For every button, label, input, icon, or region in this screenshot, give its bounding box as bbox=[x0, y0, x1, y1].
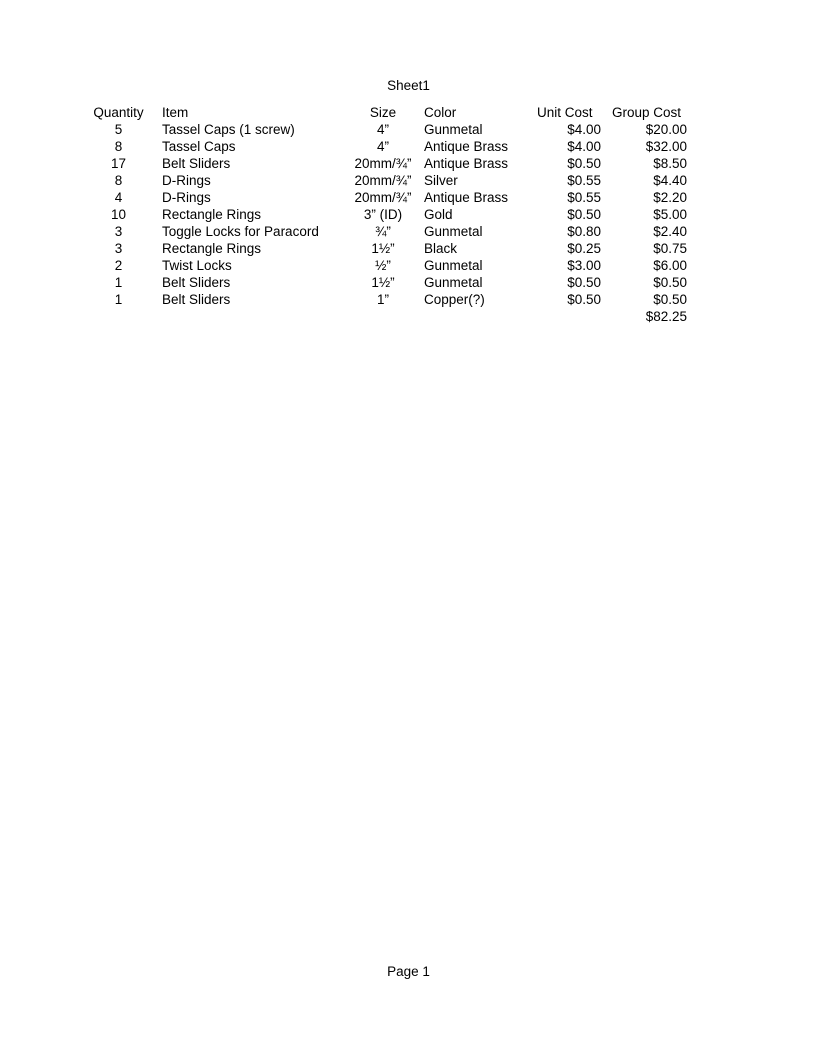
unit-cost-cell: $3.00 bbox=[567, 258, 601, 273]
color-cell: Antique Brass bbox=[424, 139, 509, 154]
item-cell: Tassel Caps (1 screw) bbox=[162, 122, 295, 137]
quantity-cell: 2 bbox=[114, 258, 123, 273]
header-item: Item bbox=[162, 105, 189, 120]
table-row bbox=[89, 240, 687, 257]
table-row bbox=[89, 274, 687, 291]
quantity-cell: 17 bbox=[110, 156, 127, 171]
empty-cell bbox=[148, 308, 346, 325]
group-cost-cell: $5.00 bbox=[653, 207, 687, 222]
size-cell: ¾” bbox=[375, 224, 391, 239]
page-footer: Page 1 bbox=[387, 964, 430, 979]
header-color: Color bbox=[424, 105, 457, 120]
size-cell: 1” bbox=[376, 292, 389, 307]
table-row bbox=[89, 206, 687, 223]
group-cost-cell: $0.75 bbox=[653, 241, 687, 256]
item-cell: Rectangle Rings bbox=[162, 207, 262, 222]
item-cell: Rectangle Rings bbox=[162, 241, 262, 256]
color-cell: Antique Brass bbox=[424, 156, 509, 171]
quantity-cell: 10 bbox=[110, 207, 127, 222]
unit-cost-cell: $0.80 bbox=[567, 224, 601, 239]
table-row bbox=[89, 291, 687, 308]
item-cell: Belt Sliders bbox=[162, 156, 231, 171]
group-cost-cell: $32.00 bbox=[645, 139, 687, 154]
size-cell: 3” (ID) bbox=[363, 207, 403, 222]
size-cell: 20mm/¾” bbox=[354, 156, 412, 171]
group-cost-cell: $4.40 bbox=[653, 173, 687, 188]
unit-cost-cell: $0.55 bbox=[567, 173, 601, 188]
quantity-cell: 3 bbox=[114, 224, 123, 239]
unit-cost-cell: $0.50 bbox=[567, 156, 601, 171]
group-cost-cell: $0.50 bbox=[653, 292, 687, 307]
quantity-cell: 1 bbox=[114, 275, 123, 290]
table-row bbox=[89, 121, 687, 138]
quantity-cell: 8 bbox=[114, 173, 123, 188]
unit-cost-cell: $4.00 bbox=[567, 122, 601, 137]
empty-cell bbox=[346, 308, 420, 325]
item-cell: D-Rings bbox=[162, 190, 211, 205]
table-row bbox=[89, 138, 687, 155]
item-cell: Toggle Locks for Paracord bbox=[162, 224, 319, 239]
color-cell: Silver bbox=[424, 173, 458, 188]
quantity-cell: 4 bbox=[114, 190, 123, 205]
header-group-cost: Group Cost bbox=[612, 105, 682, 120]
color-cell: Gold bbox=[424, 207, 453, 222]
group-cost-cell: $2.40 bbox=[653, 224, 687, 239]
color-cell: Gunmetal bbox=[424, 258, 483, 273]
color-cell: Gunmetal bbox=[424, 122, 483, 137]
color-cell: Gunmetal bbox=[424, 275, 483, 290]
size-cell: 1½” bbox=[371, 275, 395, 290]
header-unit-cost: Unit Cost bbox=[537, 105, 593, 120]
table-row bbox=[89, 172, 687, 189]
unit-cost-cell: $0.50 bbox=[567, 275, 601, 290]
quantity-cell: 1 bbox=[114, 292, 123, 307]
header-size: Size bbox=[369, 105, 397, 120]
total-row bbox=[89, 308, 687, 325]
color-cell: Black bbox=[424, 241, 458, 256]
color-cell: Antique Brass bbox=[424, 190, 509, 205]
color-cell: Copper(?) bbox=[424, 292, 485, 307]
quantity-cell: 8 bbox=[114, 139, 123, 154]
unit-cost-cell: $4.00 bbox=[567, 139, 601, 154]
size-cell: 20mm/¾” bbox=[354, 190, 412, 205]
empty-cell bbox=[89, 308, 148, 325]
quantity-cell: 3 bbox=[114, 241, 123, 256]
header-row bbox=[89, 104, 687, 121]
table-row bbox=[89, 223, 687, 240]
size-cell: 20mm/¾” bbox=[354, 173, 412, 188]
size-cell: 4” bbox=[376, 139, 389, 154]
total-cost-cell: $82.25 bbox=[645, 309, 687, 324]
sheet-title: Sheet1 bbox=[387, 78, 430, 93]
group-cost-cell: $20.00 bbox=[645, 122, 687, 137]
table-row bbox=[89, 155, 687, 172]
unit-cost-cell: $0.55 bbox=[567, 190, 601, 205]
group-cost-cell: $8.50 bbox=[653, 156, 687, 171]
item-cell: Twist Locks bbox=[162, 258, 232, 273]
group-cost-cell: $6.00 bbox=[653, 258, 687, 273]
empty-cell bbox=[420, 308, 522, 325]
item-cell: Belt Sliders bbox=[162, 275, 231, 290]
table-row bbox=[89, 189, 687, 206]
item-cell: Belt Sliders bbox=[162, 292, 231, 307]
size-cell: ½” bbox=[375, 258, 391, 273]
quantity-cell: 5 bbox=[114, 122, 123, 137]
unit-cost-cell: $0.25 bbox=[567, 241, 601, 256]
size-cell: 4” bbox=[376, 122, 389, 137]
size-cell: 1½” bbox=[371, 241, 395, 256]
group-cost-cell: $2.20 bbox=[653, 190, 687, 205]
purchase-table bbox=[89, 104, 687, 325]
unit-cost-cell: $0.50 bbox=[567, 207, 601, 222]
color-cell: Gunmetal bbox=[424, 224, 483, 239]
group-cost-cell: $0.50 bbox=[653, 275, 687, 290]
header-quantity: Quantity bbox=[93, 105, 144, 120]
item-cell: Tassel Caps bbox=[162, 139, 236, 154]
table-row bbox=[89, 257, 687, 274]
item-cell: D-Rings bbox=[162, 173, 211, 188]
unit-cost-cell: $0.50 bbox=[567, 292, 601, 307]
empty-cell bbox=[522, 308, 601, 325]
